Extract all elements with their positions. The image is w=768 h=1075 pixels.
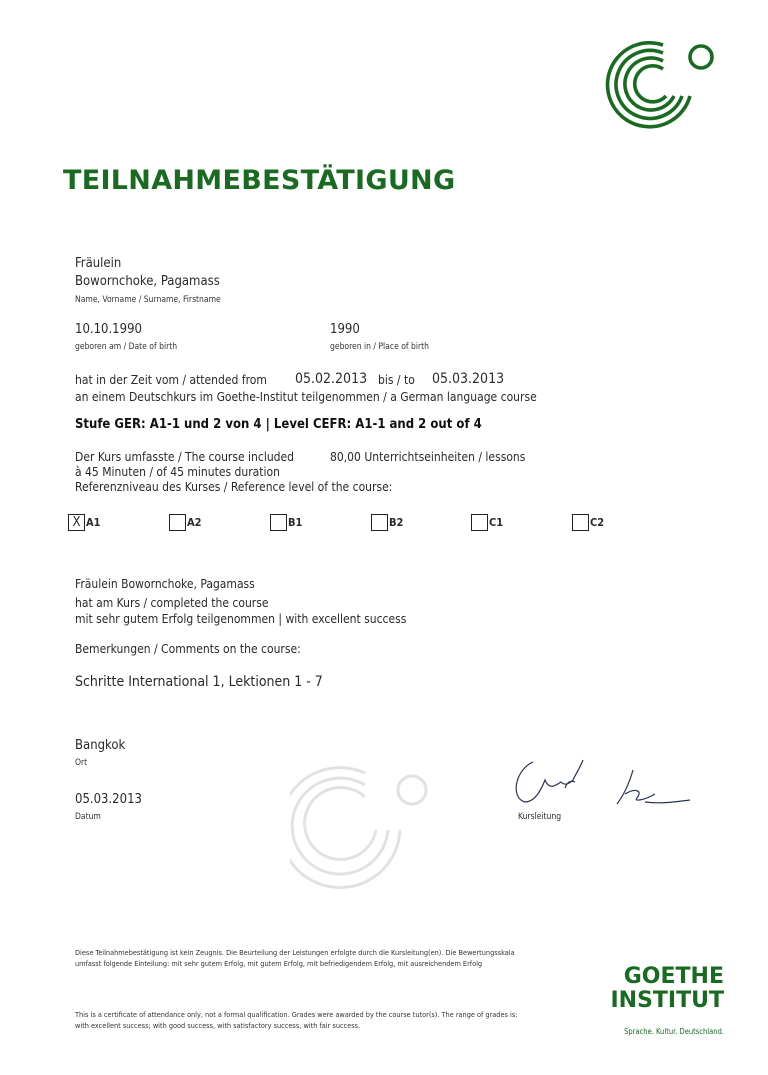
document-title: TEILNAHMEBESTÄTIGUNG	[63, 165, 456, 196]
completed-line2: mit sehr gutem Erfolg teilgenommen | with excellent success	[75, 612, 407, 626]
completed-line1: hat am Kurs / completed the course	[75, 596, 269, 610]
level-c1-label: C1	[489, 516, 504, 529]
level-c2-label: C2	[590, 516, 605, 529]
salutation: Fräulein	[75, 256, 122, 271]
checkbox-c2	[572, 514, 589, 531]
duration: à 45 Minuten / of 45 minutes duration	[75, 465, 280, 479]
course-line: an einem Deutschkurs im Goethe-Institut teilgenommen / a German language course	[75, 390, 537, 404]
attended-label: hat in der Zeit vom / attended from	[75, 373, 267, 387]
signature-label: Kursleitung	[518, 812, 562, 822]
fine-print-english: This is a certificate of attendance only, not a formal qualification. Grades were awarded by the course tutor(s). The range of grades is: with excellent success; with good success, with satisfactory success, with fair success.	[75, 1010, 518, 1030]
place-of-birth: 1990	[330, 322, 360, 337]
level-b2-label: B2	[389, 516, 404, 529]
date: 05.03.2013	[75, 792, 142, 807]
date-label: Datum	[75, 812, 101, 822]
dob-label: geboren am / Date of birth	[75, 342, 178, 352]
level-b1-label: B1	[288, 516, 303, 529]
checkbox-b2	[371, 514, 388, 531]
date-from: 05.02.2013	[295, 371, 368, 387]
name-label: Name, Vorname / Surname, Firstname	[75, 295, 221, 305]
to-label: bis / to	[378, 373, 415, 387]
checkbox-b1	[270, 514, 287, 531]
checkbox-a2	[169, 514, 186, 531]
checkbox-a1: X	[68, 514, 85, 531]
level-line: Stufe GER: A1-1 und 2 von 4 | Level CEFR: A1-1 and 2 out of 4	[75, 417, 482, 432]
level-a2-label: A2	[187, 516, 202, 529]
date-of-birth: 10.10.1990	[75, 322, 142, 337]
included-label: Der Kurs umfasste / The course included	[75, 450, 295, 464]
place-label: Ort	[75, 758, 88, 768]
brand-line2: INSTITUT	[610, 988, 724, 1013]
goethe-logo-icon	[605, 30, 725, 140]
seal-stamp-icon	[290, 735, 440, 905]
lessons: 80,00 Unterrichtseinheiten / lessons	[330, 450, 526, 464]
comments-label: Bemerkungen / Comments on the course:	[75, 642, 301, 656]
brand-tagline: Sprache. Kultur. Deutschland.	[624, 1027, 724, 1036]
brand-line1: GOETHE	[623, 964, 724, 989]
date-to: 05.03.2013	[432, 371, 505, 387]
completed-name: Fräulein Bowornchoke, Pagamass	[75, 577, 255, 591]
reference-label: Referenzniveau des Kurses / Reference level of the course:	[75, 480, 393, 494]
place: Bangkok	[75, 738, 126, 753]
participant-name: Bowornchoke, Pagamass	[75, 274, 220, 289]
comments: Schritte International 1, Lektionen 1 - 7	[75, 674, 323, 690]
fine-print-german: Diese Teilnahmebestätigung ist kein Zeugnis. Die Beurteilung der Leistungen erfolgte durch die Kursleitung(en). Die Bewertungsskala umfasst folgende Einteilung: mit sehr gutem Erfolg, mit gutem Erfolg, mit befriedigendem Erfolg, mit ausreichendem Erfolg	[75, 948, 515, 968]
pob-label: geboren in / Place of birth	[330, 342, 429, 352]
checkbox-c1	[471, 514, 488, 531]
level-a1-label: A1	[86, 516, 101, 529]
signature-icon	[505, 750, 695, 820]
